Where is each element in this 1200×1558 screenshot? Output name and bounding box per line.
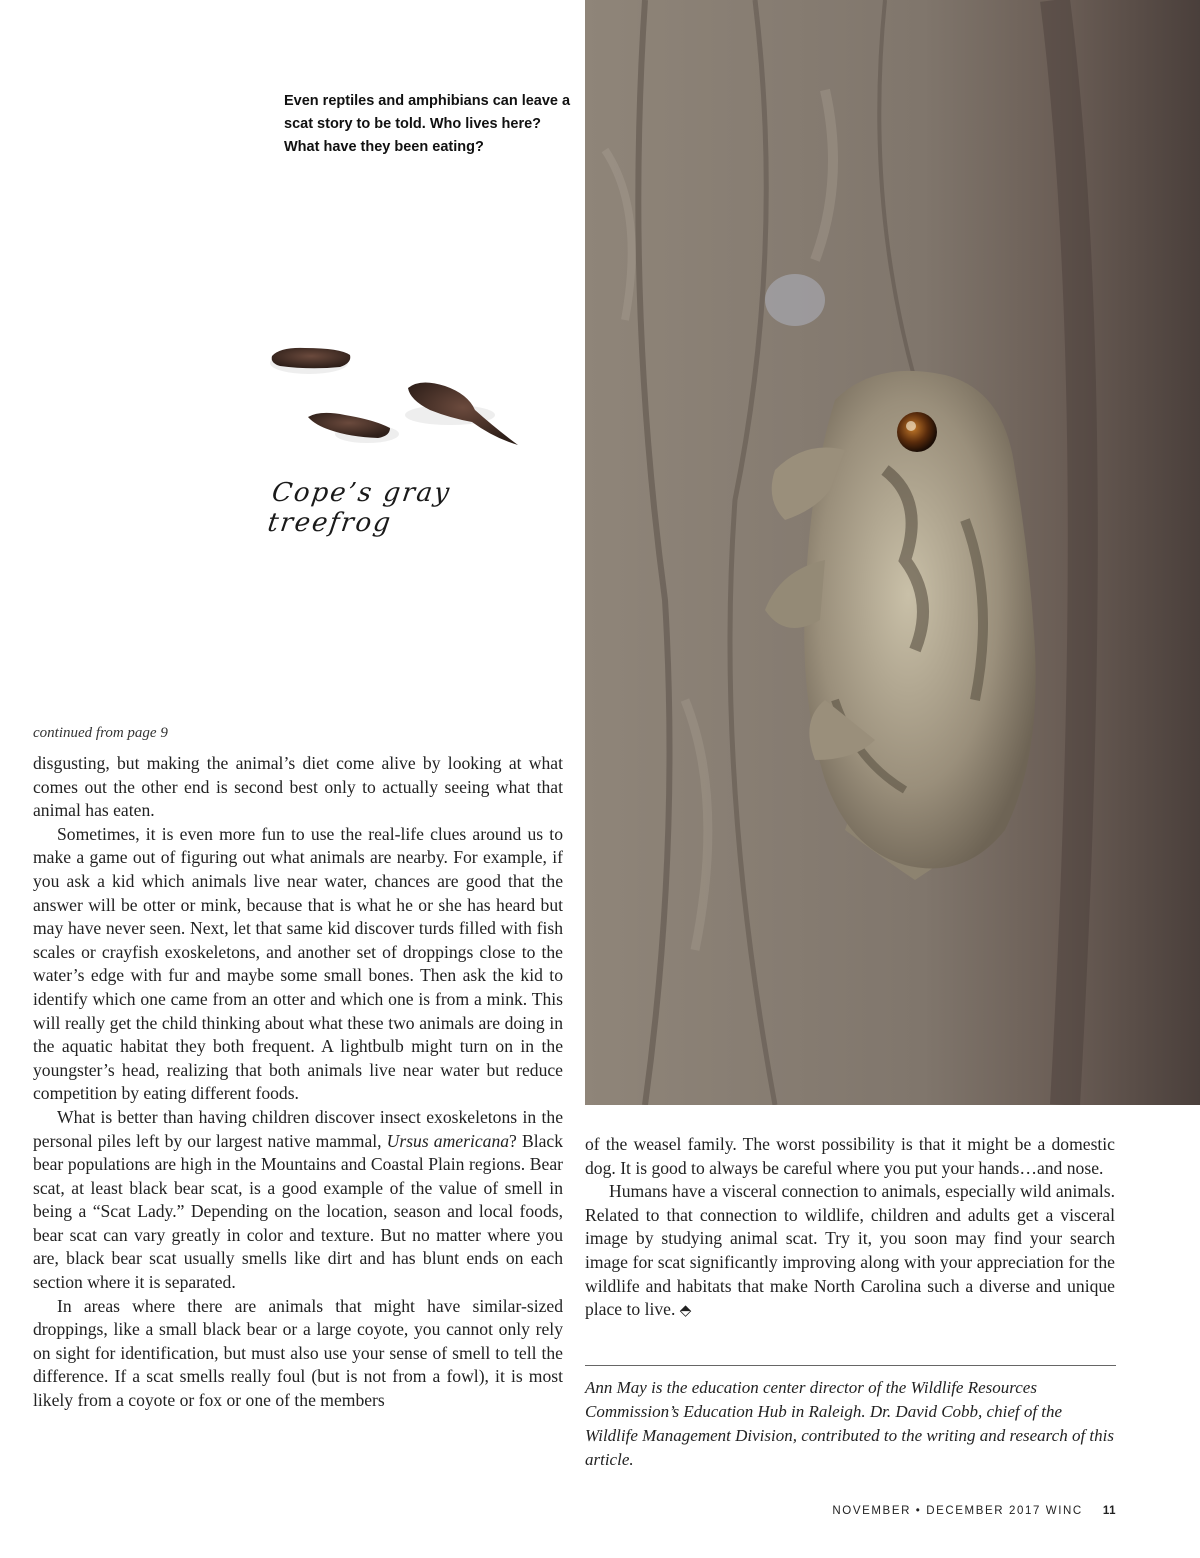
page-number: 11 [1102,1505,1116,1517]
author-bio: Ann May is the education center director of the Wildlife Resources Commission’s Education Hub in Raleigh. Dr. David Cobb, chief of the Wildlife Management Division, contributed to the writing and research of this article. [585,1378,1114,1469]
issue-label: NOVEMBER • DECEMBER 2017 WINC [832,1505,1083,1517]
article-column-left [33,752,563,1413]
intro-caption: Even reptiles and amphibians can leave a scat story to be told. Who lives here? What have they been eating? [284,93,571,155]
end-mark-icon: ⬘ [679,1301,692,1320]
divider [585,1365,1116,1366]
species-scientific-name: Ursus americana [386,1130,510,1151]
treefrog-photo [585,0,1200,1105]
paragraph: Sometimes, it is even more fun to use the real-life clues around us to make a game out of figuring out what animals are nearby. For example, if you ask a kid which animals live near water, chances are good that the answer will be otter or mink, because that is what he or she has heard but may have never seen. Next, let that same kid discover turds filled with fish scales or crayfish exoskeletons, and another set of droppings close to the water’s edge with fur and maybe some small bones. Then ask the kid to identify which one came from an otter and which one is from a mink. This will really get the child thinking about what these two animals are doing in the aquatic habitat they both frequent. A lightbulb might turn on in the youngster’s head, realizing that both animals live near water but reduce competition by eating different foods. [33,823,563,1104]
page-footer [832,1505,1116,1517]
text-span: What is better than having children discover insect exoskeletons in the personal piles left by our largest native mammal, [33,1106,563,1151]
paragraph [33,1106,563,1295]
species-label: Cope’s gray treefrog [265,478,453,538]
article-column-right [585,1133,1115,1323]
paragraph: In areas where there are animals that might have similar-sized droppings, like a small black bear or a large coyote, you cannot only rely on sight for identification, but must also use your sense of smell to tell the difference. If a scat smells really foul (but is not from a fowl), it is most likely from a coyote or fox or one of the members [33,1295,563,1411]
text-span: Humans have a visceral connection to animals, especially wild animals. Related to that connection to wildlife, children and adults get a visceral image by studying animal scat. Try it, you soon may find your search image for scat significantly improving along with your appreciation for the wildlife and habitats that make North Carolina such a diverse and unique place to live. [585,1181,1115,1320]
continued-note: continued from page 9 [33,725,168,741]
paragraph: disgusting, but making the animal’s diet come alive by looking at what comes out the other end is second best only to actually seeing what that animal has eaten. [33,753,563,821]
paragraph: of the weasel family. The worst possibility is that it might be a domestic dog. It is good to always be careful where you put your hands…and nose. [585,1134,1115,1178]
text-span: ? Black bear populations are high in the Mountains and Coastal Plain regions. Bear scat, at least black bear scat, is a good example of the value of smell in being a “Scat Lady.” Depending on the location, season and local foods, bear scat can vary greatly in color and texture. But no matter where you are, black bear scat usually smells like dirt and has blunt ends on each section where it is separated. [33,1130,563,1293]
paragraph [585,1180,1115,1323]
treefrog-scat-illustration [260,330,540,460]
